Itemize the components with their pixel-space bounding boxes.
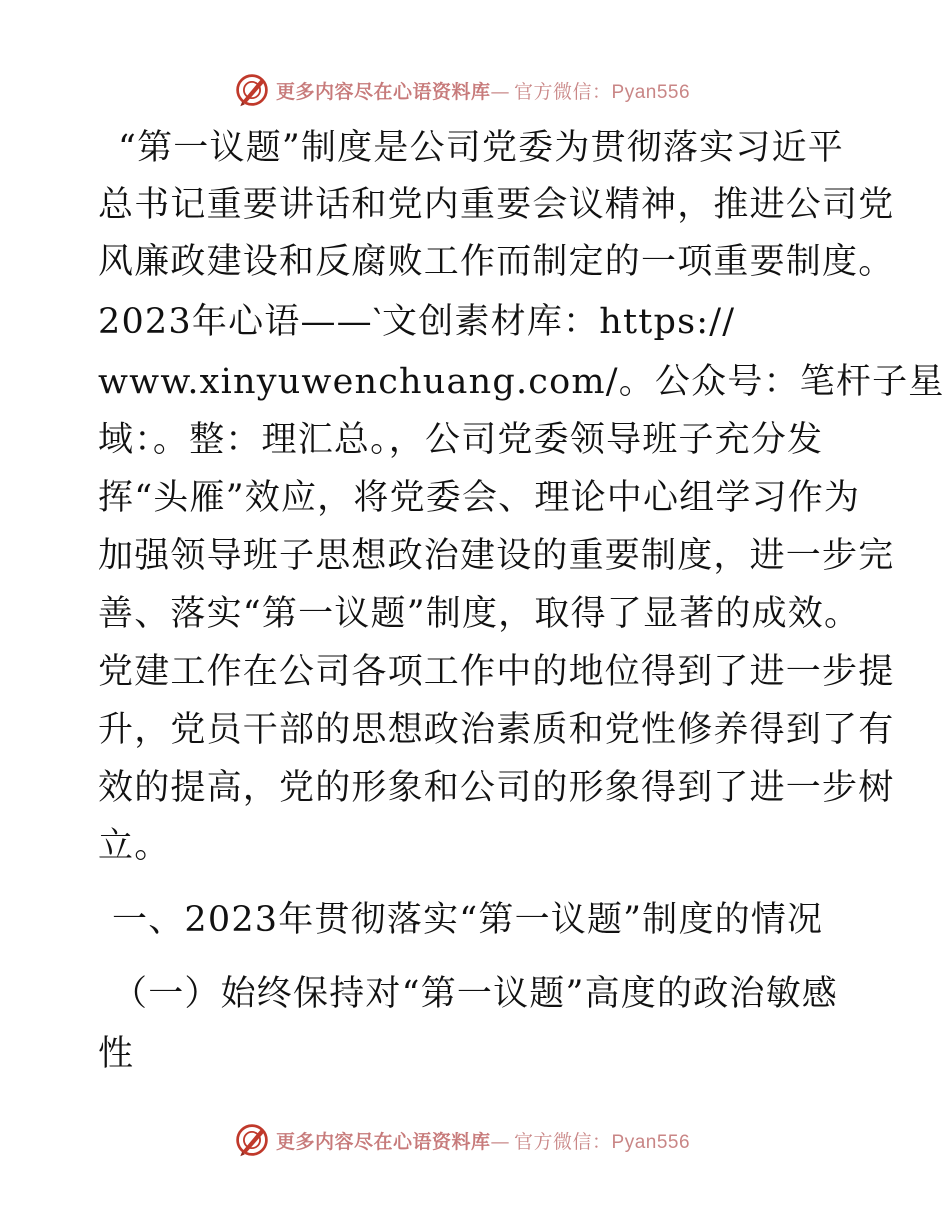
text-line: 效的提高，党的形象和公司的形象得到了进一步树	[98, 768, 895, 808]
banner-dash: —	[490, 1130, 511, 1153]
text-line: 风廉政建设和反腐败工作而制定的一项重要制度。	[98, 242, 895, 282]
banner-text	[276, 77, 690, 104]
banner-site-text: 更多内容尽在心语资料库	[276, 80, 491, 103]
pen-logo-icon	[234, 1122, 270, 1158]
footer-banner	[234, 1120, 690, 1160]
text-line: 升，党员干部的思想政治素质和党性修养得到了有	[98, 710, 895, 750]
text-line: 总书记重要讲话和党内重要会议精神，推进公司党	[98, 185, 895, 225]
section-heading: 一、2023年贯彻落实“第一议题”制度的情况	[112, 900, 824, 940]
text-line: “第一议题”制度是公司党委为贯彻落实习近平	[118, 128, 844, 168]
subsection-heading-line: 性	[98, 1034, 135, 1074]
text-line: 挥“头雁”效应，将党委会、理论中心组学习作为	[98, 478, 861, 518]
banner-site-text: 更多内容尽在心语资料库	[276, 1130, 491, 1153]
banner-wechat: 官方微信：Pyan556	[514, 1131, 691, 1153]
banner-text	[276, 1127, 690, 1154]
text-line: 加强领导班子思想政治建设的重要制度，进一步完	[98, 536, 895, 576]
header-banner	[234, 70, 690, 110]
text-line: 党建工作在公司各项工作中的地位得到了进一步提	[98, 652, 895, 692]
text-line: 域：。整：理汇总。，公司党委领导班子充分发	[98, 420, 824, 460]
text-line: 立。	[98, 826, 171, 866]
banner-dash: —	[490, 80, 511, 103]
pen-logo-icon	[234, 72, 270, 108]
text-line: 善、落实“第一议题”制度，取得了显著的成效。	[98, 594, 861, 634]
banner-wechat: 官方微信：Pyan556	[514, 81, 691, 103]
text-line: www.xinyuwenchuang.com/。公众号：笔杆子星	[98, 362, 945, 402]
text-line: 2023年心语——‵文创素材库：https://	[98, 302, 736, 342]
subsection-heading-line: （一）始终保持对“第一议题”高度的政治敏感	[112, 974, 838, 1014]
